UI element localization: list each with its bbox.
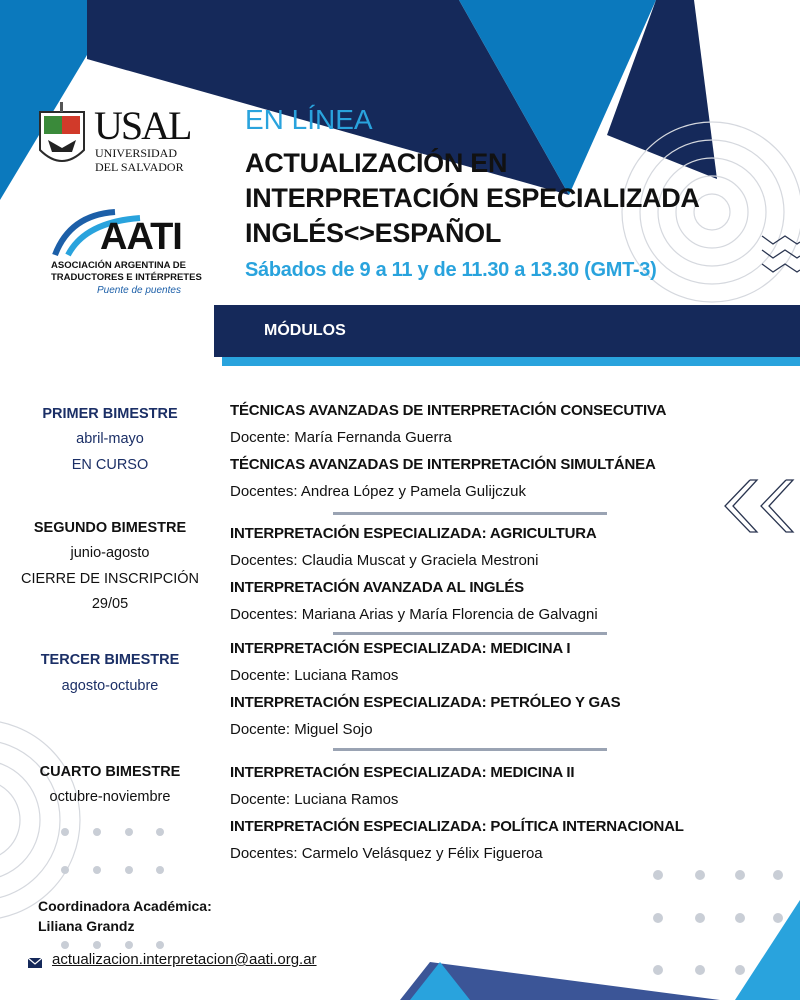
period-2-date: 29/05 (91, 596, 129, 612)
aati-line1: ASOCIACIÓN ARGENTINA DE (51, 260, 186, 271)
aati-line2: TRADUCTORES E INTÉRPRETES (51, 272, 202, 283)
module-teachers: Docentes: Carmelo Velásquez y Félix Figueroa (230, 845, 543, 862)
usal-name: USAL (94, 103, 191, 148)
period-1-name: PRIMER BIMESTRE (42, 406, 178, 422)
triangle-blue-bottom-right (735, 900, 800, 1000)
coordinator-name: Liliana Grandz (38, 918, 135, 934)
schedule: Sábados de 9 a 11 y de 11.30 a 13.30 (GMT-3) (245, 259, 657, 281)
module-title: INTERPRETACIÓN ESPECIALIZADA: PETRÓLEO Y GAS (230, 694, 621, 711)
module-title: INTERPRETACIÓN ESPECIALIZADA: AGRICULTURA (230, 525, 597, 542)
modules-bar-label: MÓDULOS (264, 322, 346, 339)
module-title: INTERPRETACIÓN AVANZADA AL INGLÉS (230, 579, 524, 596)
aati-name: AATI (100, 216, 182, 258)
period-1-status: EN CURSO (71, 457, 149, 473)
module-teachers: Docente: María Fernanda Guerra (230, 429, 452, 446)
divider (333, 632, 607, 635)
modules-bar-accent (222, 357, 800, 366)
divider (333, 512, 607, 515)
period-3-name: TERCER BIMESTRE (40, 652, 180, 668)
divider (333, 748, 607, 751)
period-1-months: abril-mayo (76, 431, 144, 447)
module-teachers: Docente: Luciana Ramos (230, 791, 399, 808)
email-link[interactable]: actualizacion.interpretacion@aati.org.ar (52, 951, 317, 968)
module-teachers: Docentes: Mariana Arias y María Florencia de Galvagni (230, 606, 598, 623)
period-3-months: agosto-octubre (61, 678, 159, 694)
module-teachers: Docente: Miguel Sojo (230, 721, 373, 738)
period-4-name: CUARTO BIMESTRE (39, 764, 181, 780)
module-teachers: Docentes: Andrea López y Pamela Gulijczuk (230, 483, 526, 500)
usal-line1: UNIVERSIDAD (95, 146, 177, 160)
concentric-arcs-left (0, 720, 80, 920)
module-teachers: Docentes: Claudia Muscat y Graciela Mestroni (230, 552, 539, 569)
title-line-2: INTERPRETACIÓN ESPECIALIZADA (245, 183, 700, 213)
period-2-status: CIERRE DE INSCRIPCIÓN (20, 571, 200, 587)
title-line-1: ACTUALIZACIÓN EN (245, 148, 508, 178)
period-2-months: junio-agosto (70, 545, 150, 561)
period-4-months: octubre-noviembre (49, 789, 171, 805)
module-title: INTERPRETACIÓN ESPECIALIZADA: MEDICINA II (230, 764, 575, 781)
module-title: TÉCNICAS AVANZADAS DE INTERPRETACIÓN CONSECUTIVA (230, 402, 667, 419)
module-title: INTERPRETACIÓN ESPECIALIZADA: POLÍTICA INTERNACIONAL (230, 818, 684, 835)
aati-tagline: Puente de puentes (97, 285, 181, 296)
module-title: INTERPRETACIÓN ESPECIALIZADA: MEDICINA I (230, 640, 571, 657)
module-teachers: Docente: Luciana Ramos (230, 667, 399, 684)
mode-label: EN LÍNEA (245, 104, 373, 135)
module-title: TÉCNICAS AVANZADAS DE INTERPRETACIÓN SIMULTÁNEA (230, 456, 656, 473)
title-line-3: INGLÉS<>ESPAÑOL (245, 218, 502, 248)
zigzag-lines (762, 236, 800, 272)
chevrons-icon (725, 480, 793, 532)
usal-line2: DEL SALVADOR (95, 160, 184, 174)
envelope-icon (28, 958, 42, 968)
coordinator-label: Coordinadora Académica: (38, 898, 212, 914)
period-2-name: SEGUNDO BIMESTRE (33, 520, 187, 536)
